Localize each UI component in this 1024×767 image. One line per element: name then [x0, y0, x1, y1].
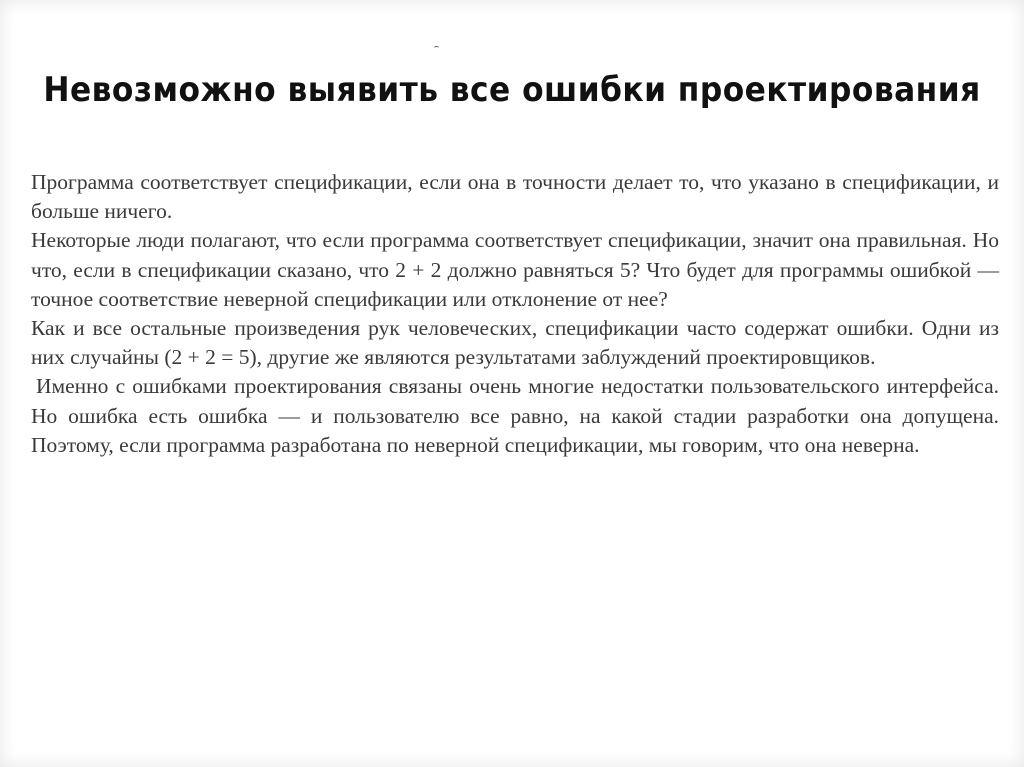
paragraph-3: Как и все остальные произведения рук человеческих, спецификации часто содержат ошибки. Одни из них случайны (2 + 2 = 5), другие же являются результатами заблуждений проектировщиков. — [31, 316, 999, 370]
decorative-speck — [434, 46, 439, 50]
paragraph-1: Программа соответствует спецификации, если она в точности делает то, что указано в спецификации, и больше ничего. — [31, 170, 999, 224]
paragraph-4: Именно с ошибками проектирования связаны очень многие недостатки пользовательского интерфейса. Но ошибка есть ошибка — и пользователю все равно, на какой стадии разработки она допущена. Поэтому, если программа разработана по неверной спецификации, мы говорим, что она неверна. — [31, 374, 999, 457]
paragraph-2: Некоторые люди полагают, что если программа соответствует спецификации, значит она правильная. Но что, если в спецификации сказано, что 2 + 2 должно равняться 5? Что будет для программы ошибкой — точное соответствие неверной спецификации или отклонение от нее? — [31, 228, 999, 311]
slide-title: Невозможно выявить все ошибки проектирования — [43, 70, 981, 110]
slide-body — [31, 168, 999, 460]
